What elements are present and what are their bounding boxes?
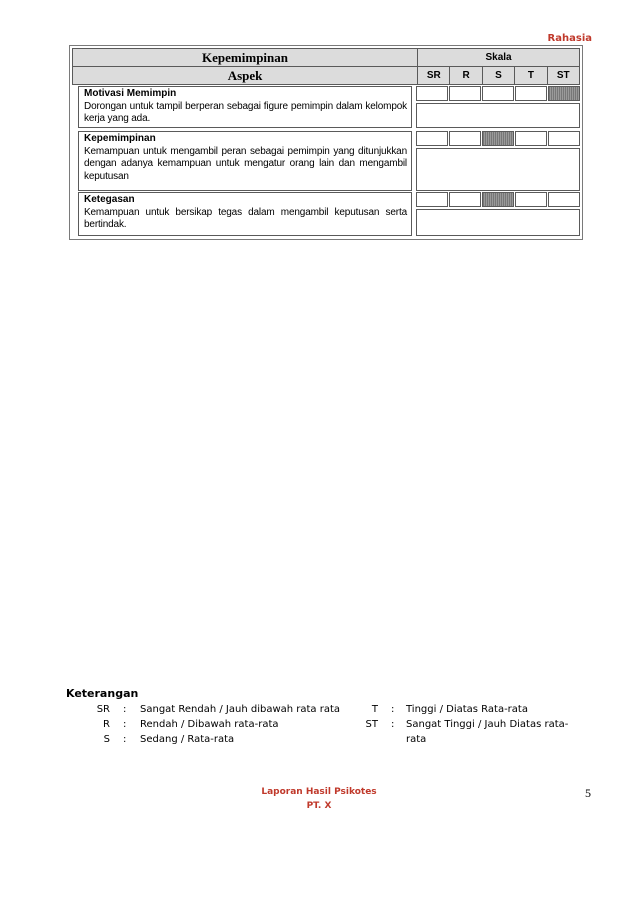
aspect-row — [78, 192, 412, 236]
rating-scale — [416, 131, 580, 146]
page-number: 5 — [585, 786, 591, 800]
rating-cell-st — [548, 192, 580, 207]
legend-text: Sangat Rendah / Jauh dibawah rata rata — [140, 704, 341, 715]
rating-cell-s — [482, 131, 514, 146]
aspect-row — [78, 86, 412, 128]
rating-cell-r — [449, 192, 481, 207]
legend-text: Rendah / Dibawah rata-rata — [140, 719, 279, 730]
legend-code: R — [103, 719, 110, 730]
legend-sep: : — [391, 704, 395, 715]
legend-sep: : — [123, 704, 127, 715]
aspect-row — [78, 131, 412, 191]
legend-sep: : — [123, 734, 127, 745]
legend-text: Sangat Tinggi / Jauh Diatas rata- — [406, 719, 569, 730]
rating-comment-box — [416, 209, 580, 236]
rating-cell-s — [482, 86, 514, 101]
rating-cell-st — [548, 131, 580, 146]
rating-scale — [416, 86, 580, 101]
rating-cell-r — [449, 86, 481, 101]
rating-cell-sr — [416, 131, 448, 146]
scale-header-sr: SR — [418, 67, 450, 85]
footer-report-title: Laporan Hasil Psikotes — [261, 787, 377, 797]
legend-text: Sedang / Rata-rata — [140, 734, 235, 745]
rating-cell-t — [515, 86, 547, 101]
legend-code: SR — [96, 704, 110, 715]
aspect-description: Dorongan untuk tampil berperan sebagai figure pemimpin dalam kelompok kerja yang ada. — [84, 100, 407, 124]
rating-cell-st — [548, 86, 580, 101]
table-title: Kepemimpinan — [73, 49, 418, 67]
rating-cell-s — [482, 192, 514, 207]
aspect-header: Aspek — [73, 67, 418, 85]
aspect-title: Kepemimpinan — [84, 133, 156, 144]
legend-text-continued: rata — [406, 734, 427, 745]
scale-header-st: ST — [547, 67, 579, 85]
rating-comment-box — [416, 103, 580, 128]
legend-code: T — [371, 704, 378, 715]
footer-company: PT. X — [306, 801, 332, 811]
aspect-title: Ketegasan — [84, 194, 135, 205]
rating-cell-sr — [416, 192, 448, 207]
legend-title: Keterangan — [66, 687, 139, 700]
rating-comment-box — [416, 148, 580, 191]
aspect-title: Motivasi Memimpin — [84, 88, 177, 99]
legend-sep: : — [391, 719, 395, 730]
scale-header-t: T — [515, 67, 547, 85]
classification-label: Rahasia — [547, 33, 592, 44]
legend-text: Tinggi / Diatas Rata-rata — [406, 704, 528, 715]
aspect-description: Kemampuan untuk mengambil peran sebagai pemimpin yang ditunjukkan dengan adanya kemampuan untuk mengatur orang lain dan mengambil keputusan — [84, 145, 407, 182]
assessment-table-header — [72, 48, 580, 85]
scale-header-s: S — [482, 67, 514, 85]
legend-code: ST — [365, 719, 378, 730]
rating-cell-t — [515, 192, 547, 207]
legend-code: S — [103, 734, 110, 745]
rating-cell-sr — [416, 86, 448, 101]
legend-sep: : — [123, 719, 127, 730]
scale-header-r: R — [450, 67, 482, 85]
aspect-description: Kemampuan untuk bersikap tegas dalam mengambil keputusan serta bertindak. — [84, 206, 407, 230]
rating-scale — [416, 192, 580, 207]
rating-cell-t — [515, 131, 547, 146]
rating-cell-r — [449, 131, 481, 146]
scale-title: Skala — [418, 49, 580, 67]
